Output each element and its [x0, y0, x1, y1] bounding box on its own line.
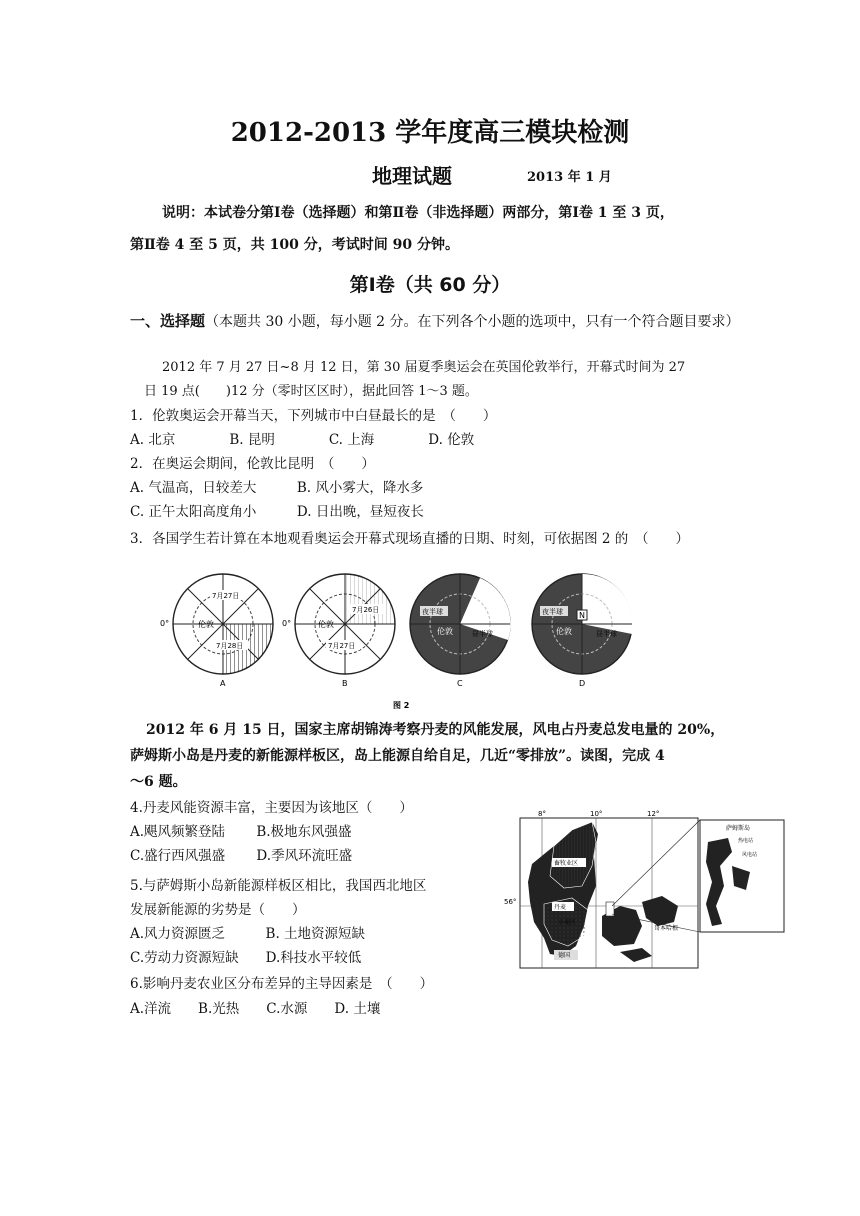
section-title: 一、选择题 — [130, 312, 206, 330]
inset-title: 萨姆斯岛 — [726, 825, 751, 832]
panel-d-label-1: 夜半球 — [542, 608, 563, 616]
exam-date: 2013 年 1 月 — [527, 170, 612, 185]
question-2-options-1: A. 气温高，日较差大 B. 风小雾大，降水多 — [130, 480, 424, 496]
denmark-map — [502, 806, 787, 971]
map-label-pastoral: 畜牧业区 — [554, 860, 579, 867]
passage-2-line-3: ～6 题。 — [130, 774, 187, 790]
question-1-stem: 1．伦敦奥运会开幕当天，下列城市中白昼最长的是 （ ） — [130, 408, 497, 424]
samsoe-inset — [700, 820, 784, 932]
question-2-stem: 2．在奥运会期间，伦敦比昆明 （ ） — [130, 456, 375, 472]
exam-title: 2012-2013 学年度高三模块检测 — [230, 118, 630, 148]
question-6-stem: 6.影响丹麦农业区分布差异的主导因素是 （ ） — [130, 976, 434, 992]
inset-label-thermal: 热电站 — [738, 838, 754, 844]
lon-12-label: 12° — [647, 810, 660, 818]
section-header — [130, 310, 740, 333]
panel-c-label-3: 昼半球 — [472, 630, 493, 638]
panel-d-label-3: 昼半球 — [596, 630, 617, 638]
map-label-denmark: 丹麦 — [554, 904, 567, 911]
instructions-line-1: 说明：本试卷分第Ⅰ卷（选择题）和第Ⅱ卷（非选择题）两部分，第Ⅰ卷 1 至 3 页， — [162, 205, 674, 221]
panel-d-north-label: N — [579, 611, 585, 620]
inset-label-wind: 风电站 — [742, 852, 758, 858]
passage-1-line-1: 2012 年 7 月 27 日~8 月 12 日，第 30 届夏季奥运会在英国伦敦举行，开幕式时间为 27 — [162, 360, 686, 375]
lon-8-label: 8° — [538, 810, 546, 818]
panel-a-label-1: 7月27日 — [212, 592, 240, 600]
panel-b-label-3: 7月27日 — [328, 642, 356, 650]
panel-c-letter: C — [457, 679, 463, 688]
section-description: （本题共 30 小题，每小题 2 分。在下列各个小题的选项中，只有一个符合题目要求） — [205, 314, 740, 330]
panel-c-label-2: 伦敦 — [437, 627, 453, 636]
panel-b-label-1: 7月26日 — [352, 606, 380, 614]
panel-c-label-1: 夜半球 — [422, 608, 443, 616]
question-4-stem: 4.丹麦风能资源丰富，主要因为该地区（ ） — [130, 800, 413, 816]
question-6-options: A.洋流 B.光热 C.水源 D. 土壤 — [130, 1001, 381, 1017]
question-5-options-1: A.风力资源匮乏 B. 土地资源短缺 — [130, 926, 366, 942]
lon-10-label: 10° — [590, 810, 603, 818]
figure-2 — [150, 568, 650, 718]
question-3-stem: 3．各国学生若计算在本地观看奥运会开幕式现场直播的日期、时刻，可依据图 2 的 （ ） — [130, 531, 690, 547]
zero-meridian-label: 0° — [282, 619, 292, 628]
panel-a-label-2: 伦敦 — [198, 620, 214, 629]
exam-subtitle: 地理试题 — [372, 164, 452, 188]
panel-a-letter: A — [220, 679, 226, 688]
panel-b-letter: B — [342, 679, 348, 688]
question-5-stem-1: 5.与萨姆斯小岛新能源样板区相比，我国西北地区 — [130, 878, 427, 894]
map-label-wheat: 小麦区 — [558, 919, 577, 926]
passage-2-line-1: 2012 年 6 月 15 日，国家主席胡锦涛考察丹麦的风能发展，风电占丹麦总发电量的 20%， — [146, 722, 725, 738]
question-2-options-2: C. 正午太阳高度角小 D. 日出晚，昼短夜长 — [130, 504, 424, 520]
panel-a-label-3: 7月28日 — [216, 642, 244, 650]
part-heading: 第Ⅰ卷（共 60 分） — [349, 274, 511, 296]
figure-panel-c — [410, 574, 511, 688]
figure-panel-a — [160, 574, 273, 688]
question-4-options-1: A.飓风频繁登陆 B.极地东风强盛 — [130, 824, 352, 840]
figure-panel-b — [282, 574, 395, 688]
panel-d-label-2: 伦敦 — [556, 627, 572, 636]
question-5-stem-2: 发展新能源的劣势是（ ） — [130, 902, 306, 918]
passage-2-line-2: 萨姆斯小岛是丹麦的新能源样板区，岛上能源自给自足，几近“零排放”。读图，完成 4 — [130, 748, 665, 764]
zero-meridian-label: 0° — [160, 619, 170, 628]
map-label-germany: 德国 — [558, 952, 571, 959]
lat-56-label: 56° — [504, 898, 517, 906]
question-4-options-2: C.盛行西风强盛 D.季风环流旺盛 — [130, 848, 353, 864]
figure-panel-d — [532, 574, 633, 688]
question-1-options: A. 北京 B. 昆明 C. 上海 D. 伦敦 — [130, 432, 475, 448]
panel-b-label-2: 伦敦 — [318, 620, 334, 629]
instructions-line-2: 第Ⅱ卷 4 至 5 页，共 100 分，考试时间 90 分钟。 — [130, 237, 459, 253]
map-label-copenhagen: 哥本哈根 — [654, 925, 679, 932]
panel-d-letter: D — [579, 679, 586, 688]
passage-1-line-2: 日 19 点( )12 分（零时区区时），据此回答 1～3 题。 — [144, 384, 478, 399]
question-5-options-2: C.劳动力资源短缺 D.科技水平较低 — [130, 950, 362, 966]
figure-2-caption: 图 2 — [393, 701, 410, 710]
